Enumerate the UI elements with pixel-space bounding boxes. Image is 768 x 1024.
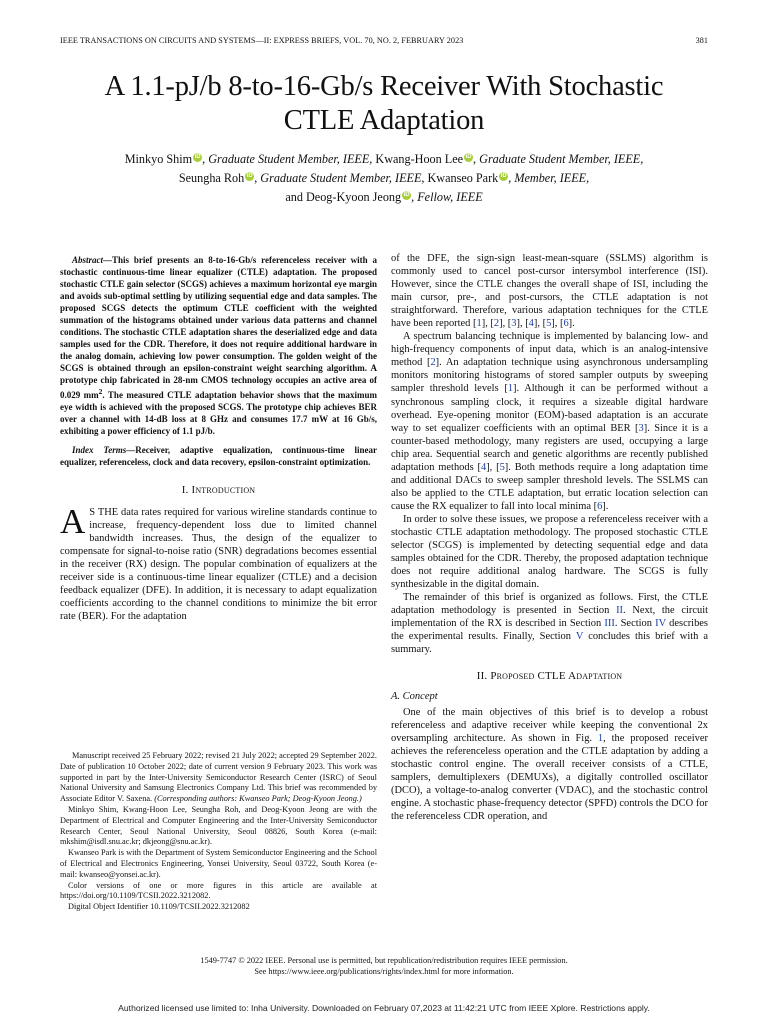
title-line-1: A 1.1-pJ/b 8-to-16-Gb/s Receiver With Stochastic <box>104 71 664 102</box>
citation-link[interactable]: 1 <box>507 383 514 395</box>
section-heading: I. Introduction <box>181 484 256 496</box>
drop-cap: A <box>60 502 86 542</box>
footnote-manuscript: Manuscript received 25 February 2022; revised 21 July 2022; accepted 29 September 2022. Date of publication 10 October 2022; date of current version 9 February 2023. This work was supported in part by the Inter-University Semiconductor Research Center (ISRC) of Seoul National University and Samsung Electronics Company Ltd. This brief was recommended by Associate Editor V. Saxena. (Corresponding authors: Kwanseo Park; Deog-Kyoon Jeong.) <box>60 751 377 804</box>
orcid-icon[interactable]: iD <box>465 154 472 160</box>
intro-paragraph: A S THE data rates required for various wireline standards continue to increase, frequency-dependent loss due to limited channel bandwidth increases. Thus, the design of the equalizer to compensate for signal-to-noise ratio (SNR) degradations becomes essential in the receiver (RX) design. The popular combination of equalizers at the receiver side is a continuous-time linear equalizer (CTLE) and a decision feedback equalizer (DFE). In addition, it is necessary to adapt equalization coefficients according to the channel conditions to minimize the bit error rate (BER). For the adaptation <box>60 502 377 623</box>
author-name: Minkyo Shim <box>124 152 193 166</box>
index-terms: Index Terms—Receiver, adaptive equalization, continuous-time linear equalizer, referenceless, clock and data recovery, epsilon-constraint optimization. <box>60 445 377 467</box>
section-heading: II. Proposed CTLE Adaptation <box>476 670 623 683</box>
citation-link[interactable]: 3 <box>511 318 517 330</box>
body-paragraph: One of the main objectives of this brief is to develop a robust referenceless and adaptive receiver while keeping the conventional 2x oversampling architecture. As shown in Fig. 1, the proposed receiver achieves the referenceless operation and the CTLE adaptation by adding a stochastic control engine. The overall receiver consists of a CTLE, samplers, demultiplexers (DEMUXs), a digitally controlled oscillator (DCO), a voltage-to-analog converter (VDAC), and the stochastic control engine. A stochastic phase-frequency detector (SPFD) controls the DCO for the referenceless CDR operation, and <box>391 706 708 822</box>
section-link[interactable]: V <box>575 631 584 643</box>
citation-link[interactable]: 6 <box>597 500 603 512</box>
footnote-affiliation: Minkyo Shim, Kwang-Hoon Lee, Seungha Roh, and Deog-Kyoon Jeong are with the Department of Electrical and Computer Engineering and the Inter-University Semiconductor Research Center, Seoul National University, Seoul 08826, South Korea (e-mail: mkshim@isdl.snu.ac.kr; dkjeong@snu.ac.kr). <box>60 804 377 847</box>
orcid-icon[interactable]: iD <box>500 173 507 179</box>
figure-link[interactable]: 1 <box>597 732 604 744</box>
left-column <box>60 254 377 623</box>
title-line-2: CTLE Adaptation <box>283 105 485 136</box>
paper-title <box>40 70 728 138</box>
section-link[interactable]: IV <box>655 618 666 630</box>
citation-link[interactable]: 2 <box>430 357 436 369</box>
footnotes <box>60 751 377 913</box>
running-header <box>60 36 708 48</box>
author-role: Member, IEEE <box>514 171 587 185</box>
copyright-line-1: 1549-7747 © 2022 IEEE. Personal use is permitted, but republication/redistribution requires IEEE permission. <box>200 956 568 965</box>
body-paragraph: In order to solve these issues, we propose a referenceless receiver with a stochastic CTLE adaptation methodology. The proposed stochastic CTLE selector (SCGS) is implemented by detecting sequential edge and data samples obtained for the CDR. Thereby, the proposed adaptation technique does not require additional analog hardware. The SCGS is fully synthesizable in the digital domain. <box>391 513 708 591</box>
index-terms-label: Index Terms <box>72 445 127 455</box>
citation-link[interactable]: 3 <box>638 422 644 434</box>
orcid-icon[interactable]: iD <box>403 192 410 198</box>
page-number: 381 <box>695 36 708 45</box>
citation-link[interactable]: 1 <box>476 318 482 330</box>
author-name: Kwang-Hoon Lee <box>375 152 464 166</box>
author-name: Kwanseo Park <box>427 171 499 185</box>
citation-link[interactable]: 5 <box>546 318 552 330</box>
author-role: Fellow, IEEE <box>417 190 483 204</box>
subsection-heading: A. Concept <box>391 690 438 702</box>
footnote-color[interactable]: Color versions of one or more figures in this article are available at https://doi.org/10.1109/TCSII.2022.3212082. <box>60 880 377 901</box>
body-paragraph: A spectrum balancing technique is implemented by balancing low- and high-frequency components of input data, which is an analog-intensive method [2]. An adaptation technique using asynchronous undersampling monitors monitoring histograms of stored sampler outputs by sweeping sampler threshold levels [1]. Although it can be performed without a synchronous sampling clock, it requires a sizeable digital hardware overhead. Eye-opening monitor (EOM)-based adaptation is an accurate way to set equalizer coefficients with an optimal BER [3]. Since it is a counter-based methodology, many registers are used, occupying a large chip area. Sequential search and genetic algorithms are recently published adaptation methods [4], [5]. Both methods require a long adaptation time and additional DACs to sweep sampler threshold levels. The SSLMS can also be applied to the CTLE adaptation, but erratic location selection can cause the RX equalizer to fall into local minima [6]. <box>391 331 709 512</box>
citation-link[interactable]: 2 <box>493 318 500 330</box>
author-list: Minkyo Shim iD , Graduate Student Member, IEEE, Kwang-Hoon Lee iD , Graduate Student Member, IEEE, Seungha Roh iD , Graduate Student Member, IEEE, Kwanseo Park iD , Member, IEEE, and Deog-Kyoon Jeong iD , Fellow, IEEE <box>124 152 644 204</box>
footnote-doi: Digital Object Identifier 10.1109/TCSII.2022.3212082 <box>68 902 250 912</box>
citation-link[interactable]: 4 <box>528 318 534 330</box>
abstract: Abstract—This brief presents an 8-to-16-Gb/s referenceless receiver with a stochastic continuous-time linear equalizer (CTLE) adaptation. The proposed stochastic CTLE gain selector (SCGS) achieves a maximum horizontal eye margin and avoids sub-optimal settling by utilizing sequential edge and data samples. The proposed SCGS detects the optimum CTLE coefficient with the weighted summation of the histograms obtained under various data patterns and channel conditions. The stochastic CTLE adaptation shares the deserialized edge and data samples used for the CDR. Therefore, it does not require additional hardware in the analog domain, achieving low power consumption. The golden weight of the SCGS is obtained through an epsilon-constraint weight searching algorithm. A prototype chip fabricated in 28-nm CMOS technology occupies an active area of 0.029 $mm^2$. The measured CTLE adaptation behavior shows that the maximum eye width is achieved with the proposed SCGS. The prototype chip achieves BER over a channel with 14-dB loss at 8 GHz and consumes 17.7 mW at 16 Gb/s, exhibiting a power efficiency of 1.1 pJ/b. <box>60 255 377 436</box>
copyright-notice <box>60 955 708 977</box>
author-role: Graduate Student Member, IEEE <box>260 171 422 185</box>
copyright-line-2[interactable]: See https://www.ieee.org/publications/rights/index.html for more information. <box>254 967 514 976</box>
citation-link[interactable]: 6 <box>563 318 569 330</box>
author-name: Deog-Kyoon Jeong <box>306 190 402 204</box>
journal-name: IEEE TRANSACTIONS ON CIRCUITS AND SYSTEMS—II: EXPRESS BRIEFS, VOL. 70, NO. 2, FEBRUARY 2023 <box>60 36 464 45</box>
author-name: Seungha Roh <box>178 171 245 185</box>
authorized-use-notice: Authorized licensed use limited to: Inha University. Downloaded on February 07,2023 at 11:42:21 UTC from IEEE Xplore. Restrictions apply. <box>118 1003 650 1013</box>
citation-link[interactable]: 4 <box>480 461 487 473</box>
right-column <box>391 252 708 823</box>
section-link[interactable]: II <box>616 605 624 617</box>
section-link[interactable]: III <box>604 618 615 630</box>
orcid-icon[interactable]: iD <box>194 154 201 160</box>
author-role: Graduate Student Member, IEEE <box>208 152 370 166</box>
author-and: and <box>285 190 303 204</box>
body-paragraph: of the DFE, the sign-sign least-mean-square (SSLMS) algorithm is commonly used to cancel post-cursor intersymbol interference (ISI). However, since the CTLE changes the overall shape of ISI, including the main cursor, pre-, and post-cursors, the CTLE adaptation is not straightforward. Therefore, various adaptation techniques for the CTLE have been reported [1], [2], [3], [4], [5], [6]. <box>391 253 708 330</box>
author-role: Graduate Student Member, IEEE <box>479 152 641 166</box>
footnote-affiliation: Kwanseo Park is with the Department of System Semiconductor Engineering and the School of Electrical and Electronics Engineering, Yonsei University, Seoul 03722, South Korea (e-mail: kwanseo@yonsei.ac.kr). <box>60 848 377 879</box>
body-paragraph: The remainder of this brief is organized as follows. First, the CTLE adaptation methodology is presented in Section II. Next, the circuit implementation of the RX is described in Section III. Section IV describes the experimental results. Finally, Section V concludes this brief with a summary. <box>391 592 708 656</box>
abstract-label: Abstract <box>72 255 104 265</box>
citation-link[interactable]: 5 <box>499 461 505 473</box>
orcid-icon[interactable]: iD <box>246 173 253 179</box>
